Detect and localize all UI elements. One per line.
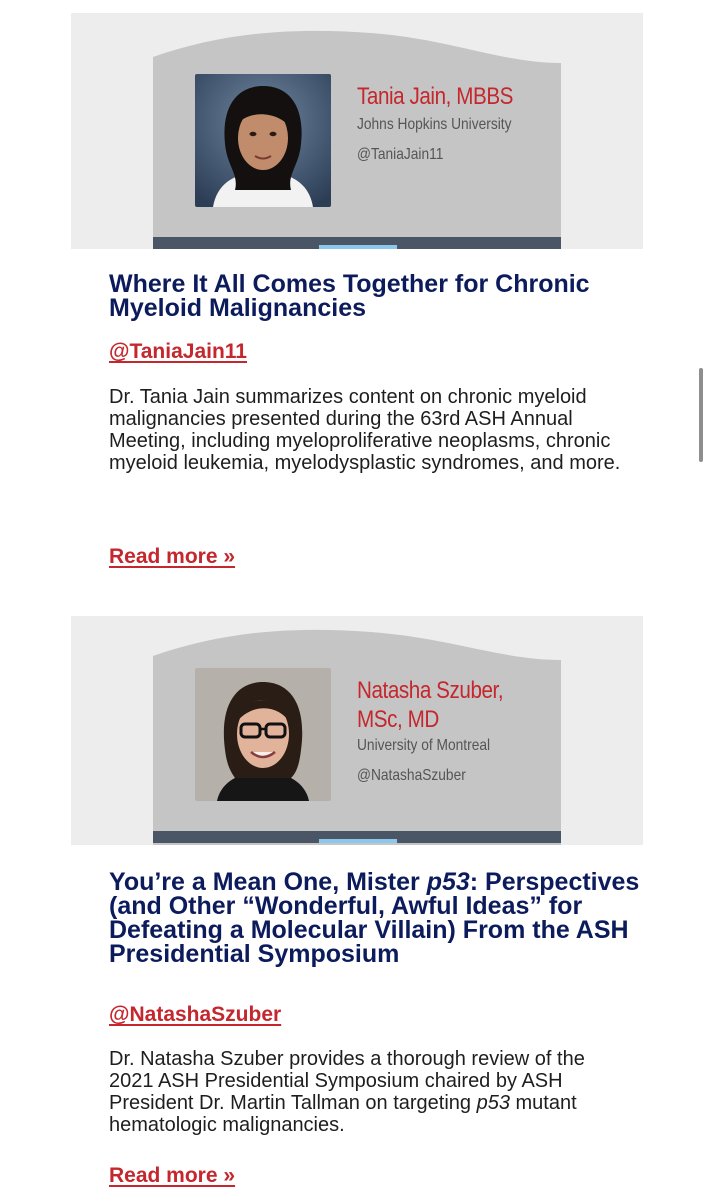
article-title[interactable]: Where It All Comes Together for Chronic Myeloid Malignancies	[109, 270, 590, 322]
author-affiliation: University of Montreal	[357, 737, 491, 754]
banner-footer-accent	[319, 839, 397, 843]
author-banner	[71, 616, 643, 845]
article-title[interactable]	[109, 870, 669, 966]
banner-handle: @TaniaJain11	[357, 146, 444, 163]
author-photo	[195, 668, 331, 801]
author-photo	[195, 74, 331, 207]
portrait-icon	[195, 668, 331, 801]
author-name-line2: MSc, MD	[357, 706, 439, 733]
read-more-link[interactable]: Read more »	[109, 545, 236, 568]
title-gene-italic: p53	[426, 868, 470, 896]
title-text-start: You’re a Mean One, Mister	[109, 868, 427, 896]
author-name: Tania Jain, MBBS	[357, 83, 514, 110]
banner-handle: @NatashaSzuber	[357, 767, 466, 784]
summary-text-end: mutant hematologic malignancies.	[109, 1092, 577, 1136]
author-banner	[71, 13, 643, 249]
banner-footer-accent	[319, 245, 397, 249]
portrait-icon	[195, 74, 331, 207]
read-more-link[interactable]: Read more »	[109, 1164, 236, 1187]
scrollbar-thumb[interactable]	[699, 368, 703, 462]
summary-text-start: Dr. Natasha Szuber provides a thorough review of the 2021 ASH Presidential Symposium chaired by ASH President Dr. Martin Tallman on targeting	[109, 1048, 585, 1114]
article-summary: Dr. Tania Jain summarizes content on chronic myeloid malignancies presented during the 63rd ASH Annual Meeting, including myeloproliferative neoplasms, chronic myeloid leukemia, myelodysplastic syndromes, and more.	[109, 386, 621, 474]
twitter-handle-link[interactable]: @TaniaJain11	[109, 340, 247, 363]
title-text-end: : Perspectives (and Other “Wonderful, Awful Ideas” for Defeating a Molecular Villain) From the ASH Presidential Symposium	[109, 868, 640, 968]
author-affiliation: Johns Hopkins University	[357, 116, 512, 133]
twitter-handle-link[interactable]: @NatashaSzuber	[109, 1003, 282, 1026]
author-name-line1: Natasha Szuber,	[357, 677, 504, 704]
summary-gene-italic: p53	[476, 1092, 510, 1114]
article-summary	[109, 1048, 629, 1136]
